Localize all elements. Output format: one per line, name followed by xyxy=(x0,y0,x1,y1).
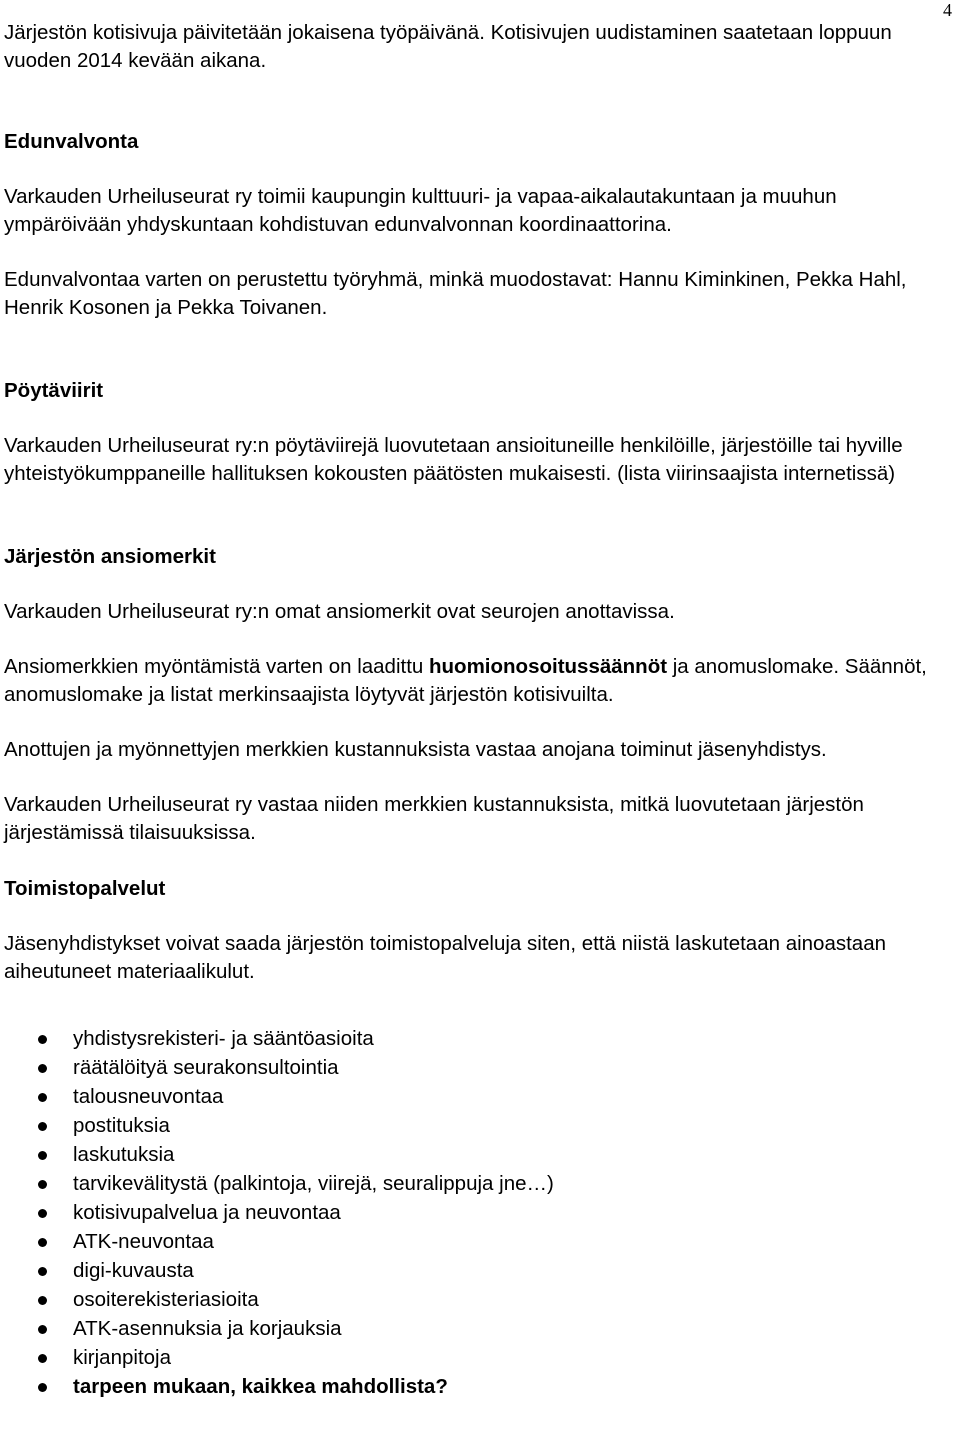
bullet-icon xyxy=(38,1238,47,1247)
list-item xyxy=(4,1054,954,1083)
list-item xyxy=(4,1286,954,1315)
list-item xyxy=(4,1025,954,1054)
list-item xyxy=(4,1344,954,1373)
section-toimistopalvelut xyxy=(4,875,954,1402)
list-item-label: tarvikevälitystä (palkintoja, viirejä, seuralippuja jne…) xyxy=(73,1172,554,1195)
document-page xyxy=(4,19,954,1402)
list-item-label: kotisivupalvelua ja neuvontaa xyxy=(73,1201,341,1224)
list-item-label: ATK-asennuksia ja korjauksia xyxy=(73,1317,342,1340)
list-item xyxy=(4,1199,954,1228)
heading-poytaviirit: Pöytäviirit xyxy=(4,379,104,402)
ansiomerkit-p2-before: Ansiomerkkien myöntämistä varten on laadittu xyxy=(4,655,430,678)
list-item-label: tarpeen mukaan, kaikkea mahdollista? xyxy=(73,1375,448,1398)
section-poytaviirit xyxy=(4,377,954,488)
bullet-icon xyxy=(38,1354,47,1363)
heading-edunvalvonta: Edunvalvonta xyxy=(4,130,139,153)
bullet-icon xyxy=(38,1296,47,1305)
bullet-icon xyxy=(38,1267,47,1276)
list-item xyxy=(4,1257,954,1286)
heading-toimistopalvelut: Toimistopalvelut xyxy=(4,877,166,900)
list-item-label: laskutuksia xyxy=(73,1143,175,1166)
toimistopalvelut-paragraph-1: Jäsenyhdistykset voivat saada järjestön toimistopalveluja siten, että niistä laskutetaan ainoastaan aiheutuneet materiaalikulut. xyxy=(4,932,887,983)
bullet-icon xyxy=(38,1383,47,1392)
ansiomerkit-p2-after: ja anomuslomake. Säännöt, anomuslomake ja listat merkinsaajista löytyvät järjestön kotisivuilta. xyxy=(4,655,927,706)
bullet-icon xyxy=(38,1093,47,1102)
list-item-label: ATK-neuvontaa xyxy=(73,1230,214,1253)
list-item-label: osoiterekisteriasioita xyxy=(73,1288,259,1311)
list-item-label: talousneuvontaa xyxy=(73,1085,224,1108)
list-item-bold xyxy=(4,1373,954,1402)
list-item-label: postituksia xyxy=(73,1114,170,1137)
list-item-label: digi-kuvausta xyxy=(73,1259,194,1282)
bullet-icon xyxy=(38,1064,47,1073)
ansiomerkit-paragraph-1: Varkauden Urheiluseurat ry:n omat ansiomerkit ovat seurojen anottavissa. xyxy=(4,600,675,623)
bullet-icon xyxy=(38,1151,47,1160)
list-item-label: räätälöityä seurakonsultointia xyxy=(73,1056,339,1079)
list-item-label: yhdistysrekisteri- ja sääntöasioita xyxy=(73,1027,374,1050)
bullet-icon xyxy=(38,1180,47,1189)
list-item xyxy=(4,1170,954,1199)
edunvalvonta-paragraph-2: Edunvalvontaa varten on perustettu työryhmä, minkä muodostavat: Hannu Kiminkinen, Pekka Hahl, Henrik Kosonen ja Pekka Toivanen. xyxy=(4,268,907,319)
heading-ansiomerkit: Järjestön ansiomerkit xyxy=(4,545,216,568)
list-item xyxy=(4,1315,954,1344)
list-item-label: kirjanpitoja xyxy=(73,1346,171,1369)
ansiomerkit-paragraph-3: Anottujen ja myönnettyjen merkkien kustannuksista vastaa anojana toiminut jäsenyhdistys. xyxy=(4,738,827,761)
list-item xyxy=(4,1083,954,1112)
poytaviirit-paragraph-1: Varkauden Urheiluseurat ry:n pöytäviirejä luovutetaan ansioituneille henkilöille, järjestöille tai hyville yhteistyökumppaneille hallituksen kokousten päätösten mukaisesti. (lista viirinsaajista internetissä) xyxy=(4,434,903,485)
ansiomerkit-paragraph-4: Varkauden Urheiluseurat ry vastaa niiden merkkien kustannuksista, mitkä luovutetaan järjestön järjestämissä tilaisuuksissa. xyxy=(4,793,864,844)
bullet-icon xyxy=(38,1035,47,1044)
page-number: 4 xyxy=(943,0,952,20)
services-list xyxy=(4,1025,954,1402)
huomionosoitussaannot-link: huomionosoitussäännöt xyxy=(429,655,668,678)
bullet-icon xyxy=(38,1325,47,1334)
list-item xyxy=(4,1112,954,1141)
edunvalvonta-paragraph-1: Varkauden Urheiluseurat ry toimii kaupungin kulttuuri- ja vapaa-aikalautakuntaan ja muuhun ympäröivään yhdyskuntaan kohdistuvan edunvalvonnan koordinaattorina. xyxy=(4,185,837,236)
bullet-icon xyxy=(38,1122,47,1131)
section-edunvalvonta xyxy=(4,128,954,322)
intro-paragraph: Järjestön kotisivuja päivitetään jokaisena työpäivänä. Kotisivujen uudistaminen saatetaan loppuun vuoden 2014 kevään aikana. xyxy=(4,21,892,72)
bullet-icon xyxy=(38,1209,47,1218)
list-item xyxy=(4,1228,954,1257)
list-item xyxy=(4,1141,954,1170)
ansiomerkit-paragraph-2 xyxy=(4,653,954,709)
section-ansiomerkit xyxy=(4,543,954,847)
